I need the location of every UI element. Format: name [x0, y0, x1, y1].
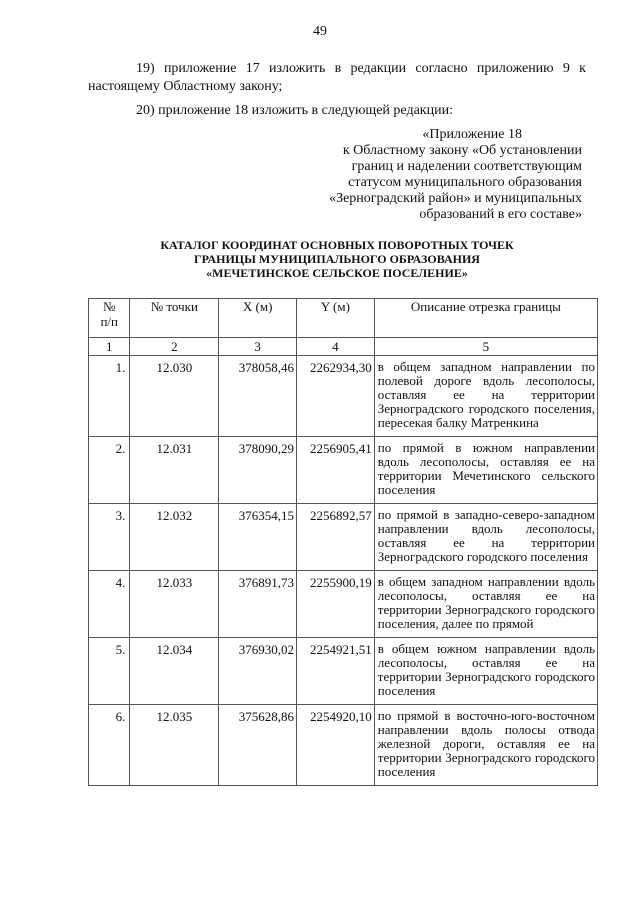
header-point: № точки — [130, 299, 219, 338]
header-y: Y (м) — [297, 299, 375, 338]
y-coordinate: 2254920,10 — [297, 705, 375, 786]
table-row — [89, 705, 598, 786]
paragraph-19: 19) приложение 17 изложить в редакции согласно приложению 9 к настоящему Областному закону; — [88, 61, 586, 94]
segment-description: в общем западном направлении вдоль лесополосы, оставляя ее на территории Зерноградского городского поселения, далее по прямой — [374, 571, 597, 638]
row-number: 3. — [89, 504, 130, 571]
header-num-line2: п/п — [100, 314, 118, 329]
table-row — [89, 356, 598, 437]
x-coordinate: 376930,02 — [219, 638, 297, 705]
annex-line: «Зерноградский район» и муниципальных — [329, 191, 582, 206]
table-row — [89, 571, 598, 638]
table-row — [89, 638, 598, 705]
point-id: 12.030 — [130, 356, 219, 437]
annex-line: статусом муниципального образования — [348, 175, 582, 190]
catalog-title-line: «МЕЧЕТИНСКОЕ СЕЛЬСКОЕ ПОСЕЛЕНИЕ» — [206, 266, 468, 280]
annex-line: образований в его составе» — [419, 207, 582, 222]
column-number: 1 — [89, 338, 130, 356]
y-coordinate: 2255900,19 — [297, 571, 375, 638]
header-num-line1: № — [103, 299, 116, 314]
x-coordinate: 376354,15 — [219, 504, 297, 571]
row-number: 4. — [89, 571, 130, 638]
x-coordinate: 376891,73 — [219, 571, 297, 638]
annex-line: к Областному закону «Об установлении — [342, 143, 582, 158]
row-number: 6. — [89, 705, 130, 786]
annex-heading — [300, 127, 582, 223]
point-id: 12.034 — [130, 638, 219, 705]
column-number: 2 — [130, 338, 219, 356]
row-number: 5. — [89, 638, 130, 705]
segment-description: в общем западном направлении по полевой дороге вдоль лесополосы, оставляя ее на территории Зерноградского городского поселения, пересекая балку Матренкина — [374, 356, 597, 437]
segment-description: по прямой в западно-северо-западном направлении вдоль лесополосы, оставляя ее на территории Зерноградского городского поселения — [374, 504, 597, 571]
point-id: 12.031 — [130, 437, 219, 504]
paragraph-20: 20) приложение 18 изложить в следующей редакции: — [136, 103, 453, 118]
annex-line: границ и наделении соответствующим — [351, 159, 582, 174]
page-number: 49 — [313, 24, 327, 39]
row-number: 1. — [89, 356, 130, 437]
table-header-row — [89, 299, 598, 338]
annex-title: «Приложение 18 — [422, 127, 522, 142]
column-number: 5 — [374, 338, 597, 356]
catalog-title-line: ГРАНИЦЫ МУНИЦИПАЛЬНОГО ОБРАЗОВАНИЯ — [194, 252, 480, 266]
point-id: 12.033 — [130, 571, 219, 638]
column-number-row — [89, 338, 598, 356]
segment-description: по прямой в южном направлении вдоль лесополосы, оставляя ее на территории Мечетинского сельского поселения — [374, 437, 597, 504]
y-coordinate: 2262934,30 — [297, 356, 375, 437]
segment-description: по прямой в восточно-юго-восточном направлении вдоль полосы отвода железной дороги, оставляя ее на территории Зерноградского городского поселения — [374, 705, 597, 786]
header-x: X (м) — [219, 299, 297, 338]
x-coordinate: 378058,46 — [219, 356, 297, 437]
point-id: 12.032 — [130, 504, 219, 571]
header-desc: Описание отрезка границы — [374, 299, 597, 338]
row-number: 2. — [89, 437, 130, 504]
catalog-title-line: КАТАЛОГ КООРДИНАТ ОСНОВНЫХ ПОВОРОТНЫХ ТОЧЕК — [160, 238, 514, 252]
column-number: 3 — [219, 338, 297, 356]
segment-description: в общем южном направлении вдоль лесополосы, оставляя ее на территории Зерноградского городского поселения — [374, 638, 597, 705]
table-row — [89, 504, 598, 571]
column-number: 4 — [297, 338, 375, 356]
table-row — [89, 437, 598, 504]
y-coordinate: 2254921,51 — [297, 638, 375, 705]
y-coordinate: 2256905,41 — [297, 437, 375, 504]
coordinates-table — [88, 298, 598, 786]
x-coordinate: 378090,29 — [219, 437, 297, 504]
catalog-title — [88, 238, 586, 280]
header-num — [89, 299, 130, 338]
x-coordinate: 375628,86 — [219, 705, 297, 786]
point-id: 12.035 — [130, 705, 219, 786]
y-coordinate: 2256892,57 — [297, 504, 375, 571]
